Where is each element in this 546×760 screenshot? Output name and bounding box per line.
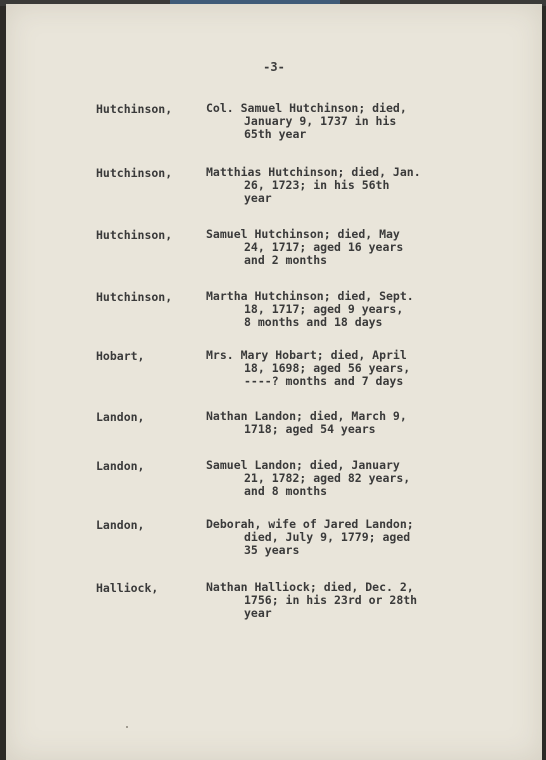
record-description [206,349,410,388]
record-line: 24, 1717; aged 16 years [244,240,404,254]
record-description [206,102,407,141]
record-description [206,518,414,557]
record-line: 18, 1717; aged 9 years, [244,302,404,316]
record-description [206,228,403,267]
record-line: Nathan Halliock; died, Dec. 2, [206,580,414,594]
record-line: 8 months and 18 days [244,315,383,329]
record-surname: Hutchinson, [96,166,173,180]
document-page [6,4,542,760]
record-line: 26, 1723; in his 56th [244,178,390,192]
record-surname: Landon, [96,518,145,532]
record-line: Martha Hutchinson; died, Sept. [206,289,414,303]
record-line: Samuel Landon; died, January [206,458,400,472]
record-line: Samuel Hutchinson; died, May [206,227,400,241]
record-line: 35 years [244,543,300,557]
record-surname: Hutchinson, [96,102,173,116]
record-line: 21, 1782; aged 82 years, [244,471,411,485]
record-line: 65th year [244,127,307,141]
record-description [206,459,410,498]
page-number: -3- [263,60,285,74]
record-surname: Hobart, [96,349,145,363]
record-description [206,410,407,436]
record-surname: Hutchinson, [96,290,173,304]
record-line: 18, 1698; aged 56 years, [244,361,411,375]
paper-speck [126,726,128,728]
record-line: and 8 months [244,484,328,498]
record-line: Col. Samuel Hutchinson; died, [206,101,407,115]
record-line: January 9, 1737 in his [244,114,397,128]
record-description [206,581,417,620]
record-line: died, July 9, 1779; aged [244,530,411,544]
record-line: ----? months and 7 days [244,374,404,388]
record-line: Deborah, wife of Jared Landon; [206,517,414,531]
record-line: Nathan Landon; died, March 9, [206,409,407,423]
record-line: year [244,191,272,205]
record-line: 1718; aged 54 years [244,422,376,436]
record-line: year [244,606,272,620]
record-line: 1756; in his 23rd or 28th [244,593,418,607]
record-surname: Landon, [96,410,145,424]
record-line: and 2 months [244,253,328,267]
record-surname: Hutchinson, [96,228,173,242]
record-description [206,290,414,329]
record-line: Mrs. Mary Hobart; died, April [206,348,407,362]
record-description [206,166,421,205]
record-surname: Landon, [96,459,145,473]
record-surname: Halliock, [96,581,159,595]
record-line: Matthias Hutchinson; died, Jan. [206,165,421,179]
